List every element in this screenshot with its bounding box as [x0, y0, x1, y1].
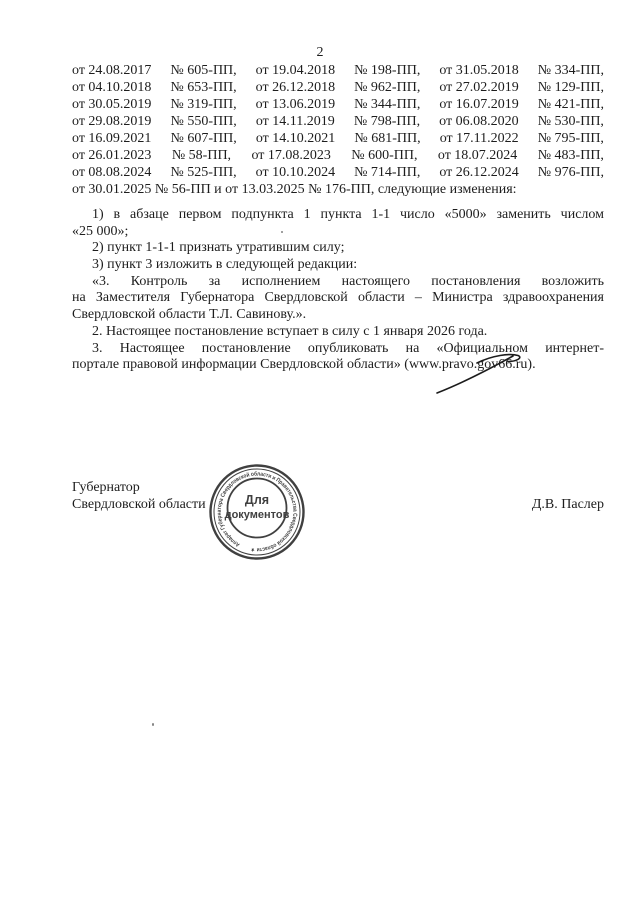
amendment-token: № 795-ПП,: [537, 131, 604, 146]
amendment-token: № 129-ПП,: [537, 80, 604, 95]
amendment-token: от 16.09.2021: [72, 131, 152, 146]
amendment-token: № 605-ПП,: [170, 63, 237, 78]
signature-block: [72, 479, 604, 519]
amendment-token: от 16.07.2019: [439, 97, 519, 112]
amendment-token: от 13.06.2019: [255, 97, 336, 112]
body-text-line: 2. Настоящее постановление вступает в силу с 1 января 2026 года.: [92, 323, 488, 339]
amendment-token: от 06.08.2020: [439, 114, 519, 129]
amendment-token: № 798-ПП,: [353, 114, 421, 129]
amendment-row: [72, 113, 604, 130]
amendment-token: № 962-ПП,: [354, 80, 421, 95]
amendment-token: от 26.12.2024: [439, 165, 519, 180]
amendment-row: [72, 96, 604, 113]
amendment-token: от 29.08.2019: [72, 114, 152, 129]
amendment-token: от 04.10.2018: [72, 80, 152, 95]
signer-position-line2: Свердловской области: [72, 497, 206, 512]
amendment-token: № 681-ПП,: [354, 131, 421, 146]
amendment-row: [72, 130, 604, 147]
signer-name: Д.В. Паслер: [531, 497, 604, 512]
amendment-token: от 18.07.2024: [437, 148, 518, 163]
amendment-token: № 653-ПП,: [170, 80, 237, 95]
body-text-line: 3) пункт 3 изложить в следующей редакции:: [92, 257, 358, 273]
body-text-line: на Заместителя Губернатора Свердловской области – Министра здравоохранения: [72, 290, 604, 306]
stamp-inner-ring: [228, 479, 287, 538]
amendment-token: № 334-ПП,: [537, 63, 604, 78]
round-stamp-icon: [197, 452, 317, 572]
amendment-token: от 14.10.2021: [255, 131, 336, 146]
amendments-rows: [72, 62, 604, 181]
amendment-token: № 421-ПП,: [537, 97, 604, 112]
page-number: 2: [316, 45, 324, 60]
amendment-token: № 344-ПП,: [354, 97, 421, 112]
amendments-closing-line: от 30.01.2025 № 56-ПП и от 13.03.2025 № 176-ПП, следующие изменения:: [72, 182, 517, 197]
body-text-line: «3. Контроль за исполнением настоящего постановления возложить: [92, 273, 604, 289]
amendment-row: [72, 62, 604, 79]
amendments-table: [72, 62, 604, 198]
body-text-line: 1) в абзаце первом подпункта 1 пункта 1-1 число «5000» заменить числом: [92, 207, 604, 222]
amendment-token: № 976-ПП,: [537, 165, 604, 180]
amendment-token: № 600-ПП,: [351, 148, 418, 163]
amendment-token: от 26.12.2018: [255, 80, 336, 95]
body-text-line: Свердловской области Т.Л. Савинову.».: [72, 307, 307, 323]
amendment-token: № 530-ПП,: [537, 114, 604, 129]
amendment-token: от 31.05.2018: [439, 63, 519, 78]
amendment-token: от 17.08.2023: [251, 148, 331, 163]
amendment-token: № 58-ПП,: [171, 148, 232, 163]
body-text-line: 3. Настоящее постановление опубликовать на «Официальном интернет-: [92, 340, 604, 356]
scan-artifact-dot: [281, 231, 283, 233]
body-text-line: 2) пункт 1-1-1 признать утратившим силу;: [92, 240, 345, 256]
scan-artifact-dot: [152, 723, 154, 726]
amendment-token: от 26.01.2023: [72, 148, 152, 163]
amendment-token: от 08.08.2024: [72, 165, 152, 180]
handwritten-signature-icon: [420, 340, 550, 410]
amendment-token: от 10.10.2024: [255, 165, 336, 180]
amendment-token: № 525-ПП,: [170, 165, 237, 180]
stamp-center-text-line1: Для: [244, 493, 270, 507]
signer-position-line1: Губернатор: [72, 480, 140, 495]
amendment-token: № 550-ПП,: [170, 114, 237, 129]
stamp-ring-text: Аппарат Губернатора Свердловской области и Правительства Свердловской области ★: [216, 471, 298, 553]
amendment-token: от 27.02.2019: [439, 80, 519, 95]
amendment-token: от 19.04.2018: [255, 63, 336, 78]
amendment-token: от 30.05.2019: [72, 97, 152, 112]
signature-stroke-long: [437, 356, 513, 393]
amendment-row: [72, 79, 604, 96]
amendment-token: № 483-ПП,: [537, 148, 604, 163]
amendment-token: от 24.08.2017: [72, 63, 152, 78]
amendment-token: № 607-ПП,: [170, 131, 237, 146]
amendment-row: [72, 147, 604, 164]
amendment-token: № 714-ПП,: [354, 165, 421, 180]
amendment-row: [72, 164, 604, 181]
amendment-token: от 14.11.2019: [255, 114, 335, 129]
amendment-token: № 319-ПП,: [170, 97, 237, 112]
body-text-line: портале правовой информации Свердловской области» (www.pravo.gov66.ru).: [72, 357, 536, 373]
body-text-line: «25 000»;: [72, 223, 129, 239]
amendment-token: № 198-ПП,: [354, 63, 421, 78]
stamp-center-text-line2: документов: [224, 509, 290, 521]
amendment-token: от 17.11.2022: [439, 131, 519, 146]
